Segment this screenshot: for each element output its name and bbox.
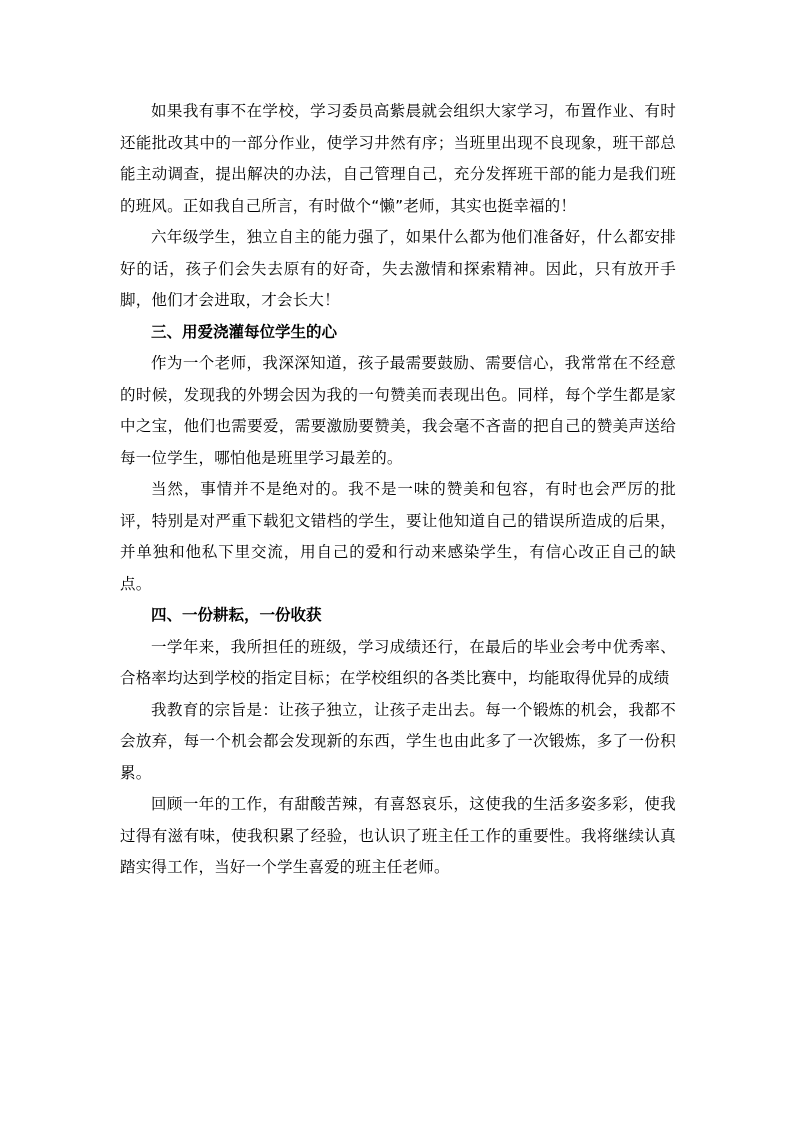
paragraph-achievements: 一学年来，我所担任的班级，学习成绩还行，在最后的毕业会考中优秀率、合格率均达到学校的指定目标；在学校组织的各类比赛中，均能取得优异的成绩 xyxy=(120,637,676,687)
paragraph-year-review: 回顾一年的工作，有甜酸苦辣，有喜怒哀乐，这使我的生活多姿多彩，使我过得有滋有味，使我积累了经验，也认识了班主任工作的重要性。我将继续认真踏实得工作，当好一个学生喜爱的班主任老师。 xyxy=(120,795,676,876)
document-body xyxy=(120,96,676,884)
paragraph-teaching-philosophy: 我教育的宗旨是：让孩子独立，让孩子走出去。每一个锻炼的机会，我都不会放弃，每一个机会都会发现新的东西，学生也由此多了一次锻炼，多了一份积累。 xyxy=(120,700,676,782)
paragraph-grade-six-independence: 六年级学生，独立自主的能力强了，如果什么都为他们准备好，什么都安排好的话，孩子们会失去原有的好奇，失去激情和探索精神。因此，只有放开手脚，他们才会进取，才会长大！ xyxy=(120,228,676,309)
section-heading-three: 三、用爱浇灌每位学生的心 xyxy=(151,322,338,341)
section-heading-four: 四、一份耕耘，一份收获 xyxy=(151,606,322,624)
paragraph-class-committee: 如果我有事不在学校，学习委员高紫晨就会组织大家学习，布置作业、有时还能批改其中的一部分作业，使学习井然有序；当班里出现不良现象，班干部总能主动调查，提出解决的办法，自己管理自己，充分发挥班干部的能力是我们班的班风。正如我自己所言，有时做个“懒”老师，其实也挺幸福的！ xyxy=(120,102,676,215)
paragraph-encouragement: 作为一个老师，我深深知道，孩子最需要鼓励、需要信心，我常常在不经意的时候，发现我的外甥会因为我的一句赞美而表现出色。同样，每个学生都是家中之宝，他们也需要爱，需要激励要赞美，我会毫不吝啬的把自己的赞美声送给每一位学生，哪怕他是班里学习最差的。 xyxy=(120,354,676,467)
paragraph-criticism: 当然，事情并不是绝对的。我不是一味的赞美和包容，有时也会严厉的批评，特别是对严重下载犯文错档的学生，要让他知道自己的错误所造成的后果，并单独和他私下里交流，用自己的爱和行动来感染学生，有信心改正自己的缺点。 xyxy=(120,480,676,593)
